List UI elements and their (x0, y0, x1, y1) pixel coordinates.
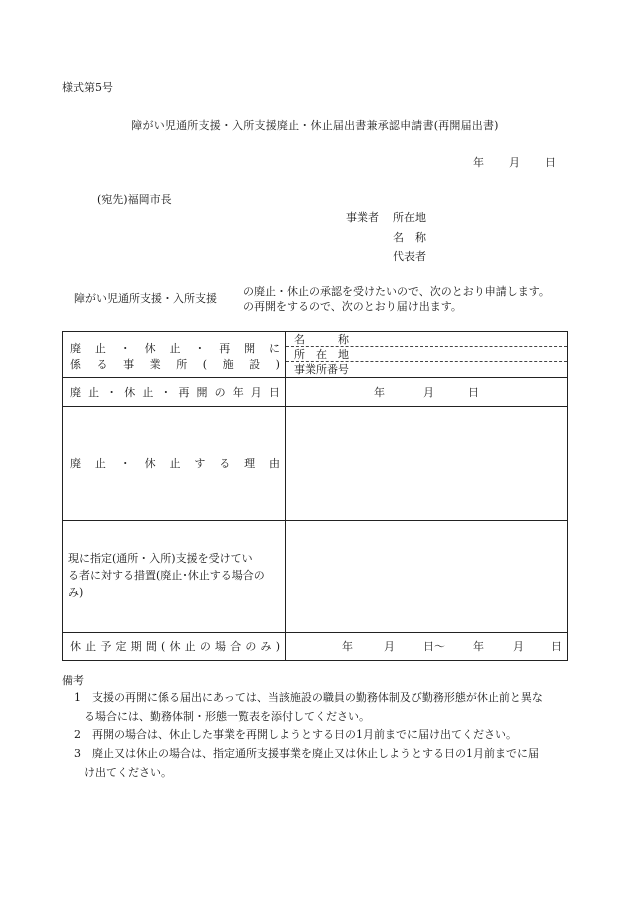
form-number: 様式第5号 (62, 81, 113, 94)
measures-label-line1: 現に指定(通所・入所)支援を受けてい (68, 552, 253, 565)
note-3-line2: け出てください。 (84, 766, 172, 779)
period-start-day: 日～ (423, 640, 445, 653)
period-start-month: 月 (384, 640, 395, 653)
column-divider (285, 331, 286, 661)
table-border-left (62, 331, 63, 661)
note-1-line2: る場合には、勤務体制・形態一覧表を添付してください。 (84, 710, 370, 723)
note-2: 2 再開の場合は、休止した事業を再開しようとする日の1月前までに届け出てください。 (74, 728, 517, 741)
period-end-month: 月 (513, 640, 524, 653)
facility-number-label: 事業所番号 (294, 363, 349, 376)
period-end-day: 日 (551, 640, 562, 653)
facility-address-label: 所 在 地 (294, 348, 349, 361)
date-label: 廃 止 ・ 休 止 ・ 再 開 の 年 月 日 (70, 386, 280, 399)
measures-label-line3: み) (68, 586, 84, 599)
notes-title: 備考 (62, 674, 84, 687)
reason-label: 廃 止 ・ 休 止 す る 理 由 (70, 457, 280, 470)
row-divider (62, 377, 568, 378)
facility-name-label: 名 称 (294, 333, 349, 346)
measures-label-line2: る者に対する措置(廃止･休止する場合の (68, 569, 265, 582)
table-border-bottom (62, 660, 568, 661)
period-start-year: 年 (342, 640, 353, 653)
request-line-approval: の廃止・休止の承認を受けたいので、次のとおり申請します。 (243, 285, 550, 298)
facility-label-line2: 係 る 事 業 所 ( 施 設 ) (70, 358, 280, 371)
note-3-line1: 3 廃止又は休止の場合は、指定通所支援事業を廃止又は休止しようとする日の1月前までに届 (74, 747, 539, 760)
applicant-address-label: 所在地 (393, 211, 426, 224)
request-service: 障がい児通所支援・入所支援 (74, 292, 217, 305)
form-table (62, 331, 568, 661)
date-month-field: 月 (423, 386, 434, 399)
reason-field[interactable] (294, 411, 564, 517)
addressee: (宛先)福岡市長 (97, 193, 172, 206)
facility-label-line1: 廃 止 ・ 休 止 ・ 再 開 に (70, 342, 280, 355)
table-border-top (62, 331, 568, 332)
row-divider (62, 406, 568, 407)
date-day-field: 日 (468, 386, 479, 399)
date-month: 月 (509, 156, 520, 169)
applicant-representative-label: 代表者 (393, 250, 426, 263)
document-title: 障がい児通所支援・入所支援廃止・休止届出書兼承認申請書(再開届出書) (131, 119, 499, 132)
dashed-divider (286, 346, 567, 347)
row-divider (62, 632, 568, 633)
measures-field[interactable] (294, 525, 564, 629)
request-line-reopen: の再開をするので、次のとおり届け出ます。 (243, 300, 462, 313)
dashed-divider (286, 361, 567, 362)
date-year: 年 (473, 156, 484, 169)
row-divider (62, 520, 568, 521)
date-year-field: 年 (374, 386, 385, 399)
date-day: 日 (545, 156, 556, 169)
applicant-name-label: 名 称 (393, 231, 426, 244)
note-1-line1: 1 支援の再開に係る届出にあっては、当該施設の職員の勤務体制及び勤務形態が休止前と異な (74, 691, 543, 704)
period-end-year: 年 (473, 640, 484, 653)
applicant-label: 事業者 (346, 211, 379, 224)
period-label: 休 止 予 定 期 間 ( 休 止 の 場 合 の み ) (70, 640, 280, 653)
table-border-right (567, 331, 568, 661)
